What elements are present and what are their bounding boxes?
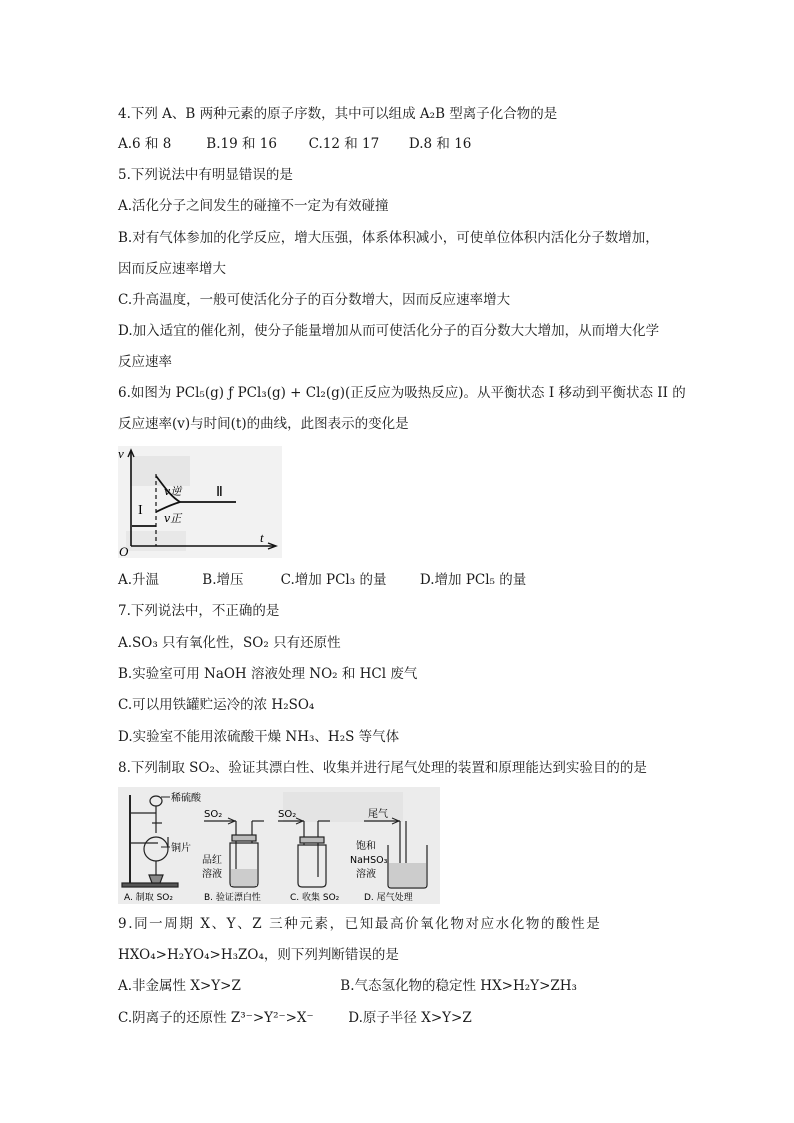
caption-a: A. 制取 SO₂ <box>124 893 173 903</box>
q8-stem: 8.下列制取 SO₂、验证其漂白性、收集并进行尾气处理的装置和原理能达到实验目的的是 <box>118 760 647 776</box>
q4-option-b: B.19 和 16 <box>206 136 277 152</box>
q5-option-d-line1: D.加入适宜的催化剂，使分子能量增加从而可使活化分子的百分数大大增加，从而增大化学 <box>118 323 660 339</box>
label-so2-c: SO₂ <box>278 809 297 820</box>
q6-option-a: A.升温 <box>118 572 160 588</box>
q5-option-a: A.活化分子之间发生的碰撞不一定为有效碰撞 <box>118 198 389 214</box>
caption-c: C. 收集 SO₂ <box>290 893 340 903</box>
v-forward-label: v正 <box>164 512 182 525</box>
q7-option-a: A.SO₃ 只有氧化性，SO₂ 只有还原性 <box>118 635 341 651</box>
q5-option-d-line2: 反应速率 <box>118 354 172 370</box>
q9-option-c: C.阴离子的还原性 Z³⁻>Y²⁻>X⁻ <box>118 1010 314 1026</box>
label-pinhong: 品红 <box>202 855 222 866</box>
q4-options <box>118 134 471 154</box>
apparatus-figure <box>118 787 440 904</box>
origin-label: O <box>119 544 129 558</box>
q7-option-d: D.实验室不能用浓硫酸干燥 NH₃、H₂S 等气体 <box>118 729 400 745</box>
q9-option-b: B.气态氢化物的稳定性 HX>H₂Y>ZH₃ <box>340 978 577 994</box>
q4-option-a: A.6 和 8 <box>118 136 172 152</box>
label-solution1: 溶液 <box>202 869 222 880</box>
q6-option-b: B.增压 <box>202 572 244 588</box>
state2-label: Ⅱ <box>216 485 223 500</box>
label-tail: 尾气 <box>368 809 388 820</box>
q5-option-b-line2: 因而反应速率增大 <box>118 261 226 277</box>
q9-options-row2 <box>118 1008 472 1028</box>
q5-option-c: C.升高温度，一般可使活化分子的百分数增大，因而反应速率增大 <box>118 292 511 308</box>
q5-option-b-line1: B.对有气体参加的化学反应，增大压强，体系体积减小，可使单位体积内活化分子数增加， <box>118 230 659 246</box>
state1-label: I <box>138 503 143 518</box>
q7-option-b: B.实验室可用 NaOH 溶液处理 NO₂ 和 HCl 废气 <box>118 666 418 682</box>
q6-option-d: D.增加 PCl₅ 的量 <box>419 572 527 588</box>
label-copper: 铜片 <box>171 843 191 854</box>
label-so2-b: SO₂ <box>204 809 223 820</box>
q9-option-a: A.非金属性 X>Y>Z <box>118 978 241 994</box>
q5-stem: 5.下列说法中有明显错误的是 <box>118 167 293 183</box>
q9-stem-line1: 9.同一周期 X、Y、Z 三种元素，已知最高价氧化物对应水化物的酸性是 <box>118 916 602 932</box>
q4-option-d: D.8 和 16 <box>408 136 472 152</box>
q6-option-c: C.增加 PCl₃ 的量 <box>280 572 387 588</box>
label-solution2: 溶液 <box>356 869 376 880</box>
q9-option-d: D.原子半径 X>Y>Z <box>348 1010 472 1026</box>
q9-options-row1 <box>118 976 577 996</box>
caption-b: B. 验证漂白性 <box>204 893 261 903</box>
q9-stem-line2: HXO₄>H₂YO₄>H₃ZO₄，则下列判断错误的是 <box>118 947 399 963</box>
q4-option-c: C.12 和 17 <box>308 136 380 152</box>
caption-d: D. 尾气处理 <box>364 893 413 903</box>
v-reverse-label: v逆 <box>164 485 182 498</box>
q6-stem-line2: 反应速率(v)与时间(t)的曲线，此图表示的变化是 <box>118 416 409 432</box>
label-nahso3: NaHSO₃ <box>350 855 388 866</box>
q7-option-c: C.可以用铁罐贮运冷的浓 H₂SO₄ <box>118 697 315 713</box>
q6-options <box>118 570 526 590</box>
y-axis-label: v <box>118 446 124 461</box>
label-baohe: 饱和 <box>356 841 376 852</box>
rate-time-graph <box>118 446 282 558</box>
label-acid: 稀硫酸 <box>171 793 201 804</box>
q7-stem: 7.下列说法中，不正确的是 <box>118 603 280 619</box>
q4-stem: 4.下列 A、B 两种元素的原子序数，其中可以组成 A₂B 型离子化合物的是 <box>118 106 558 122</box>
q6-stem-line1: 6.如图为 PCl₅(g) ƒ PCl₃(g) + Cl₂(g)(正反应为吸热反应)。从平衡状态 I 移动到平衡状态 II 的 <box>118 385 686 401</box>
x-axis-label: t <box>260 530 264 545</box>
